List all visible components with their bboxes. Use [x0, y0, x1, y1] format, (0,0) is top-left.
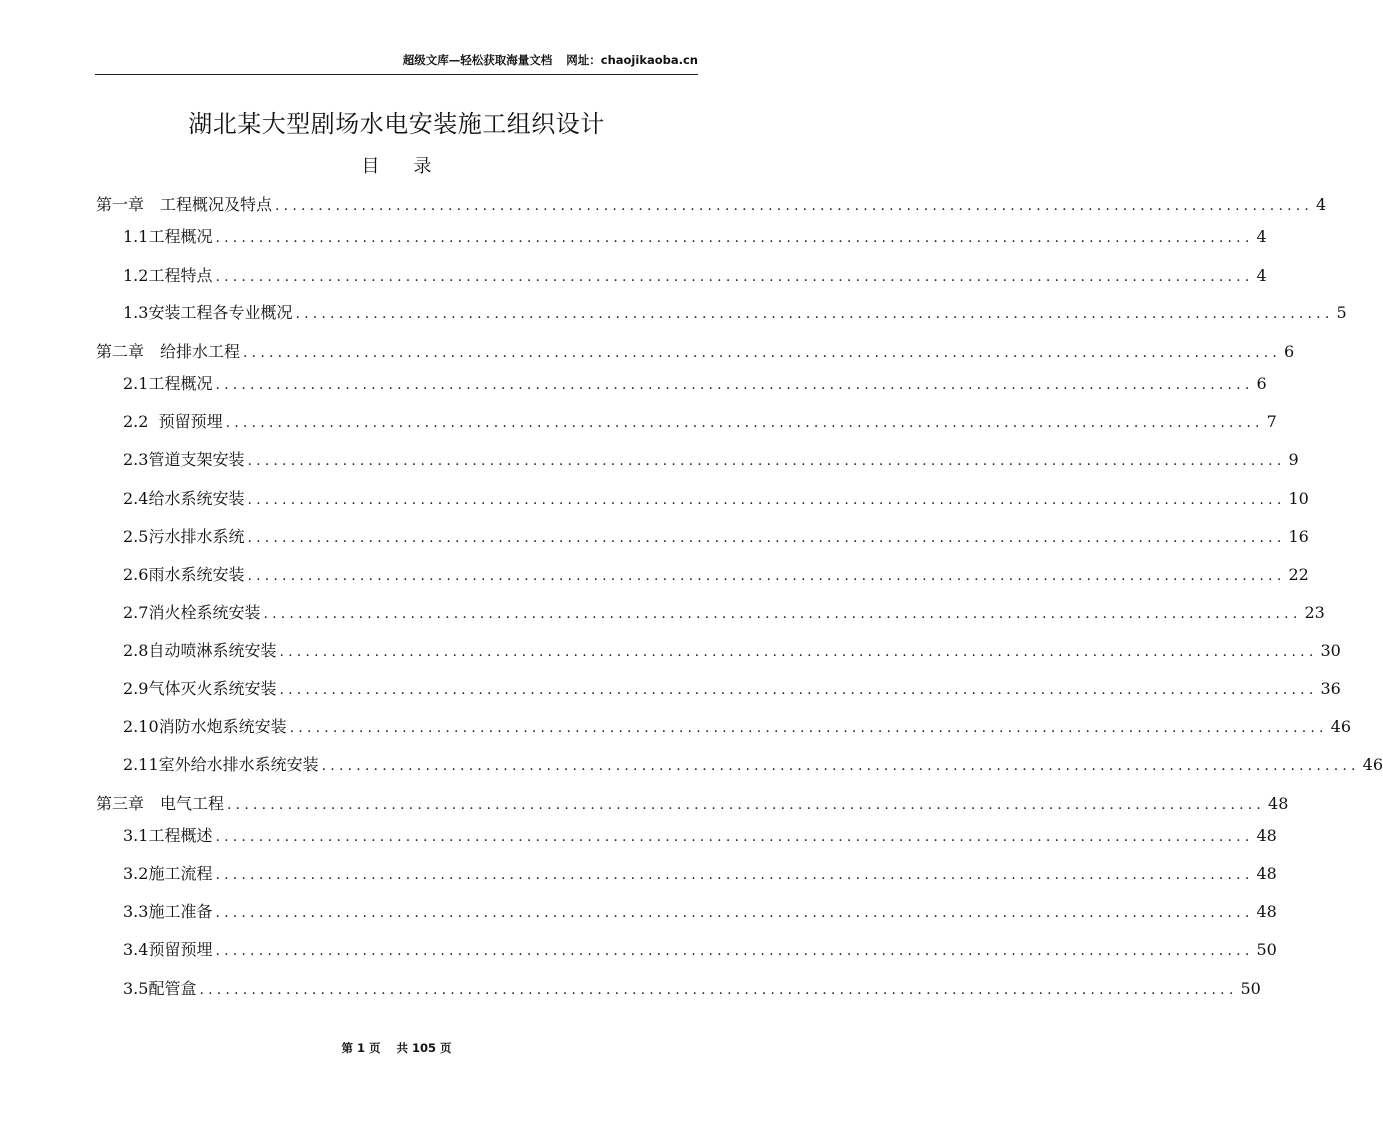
toc-dot-leader: ........................................................................................................................	[321, 758, 1360, 774]
toc-entry-page: 48	[1256, 826, 1277, 845]
toc-entry-page: 30	[1320, 641, 1341, 660]
toc-entry-page: 48	[1268, 794, 1289, 813]
toc-entry[interactable]	[96, 340, 1295, 364]
toc-entry[interactable]	[96, 792, 1289, 816]
header-site: 网址：chaojikaoba.cn	[566, 53, 698, 67]
toc-entry-label: 3.5配管盒	[123, 979, 197, 998]
toc-entry[interactable]	[123, 938, 1277, 962]
toc-entry-label: 第二章 给排水工程	[96, 342, 241, 361]
toc-dot-leader: ........................................................................................................................	[247, 492, 1286, 508]
toc-entry-page: 23	[1304, 603, 1325, 622]
document-title: 湖北某大型剧场水电安装施工组织设计	[188, 110, 605, 138]
toc-dot-leader: ........................................................................................................................	[247, 530, 1286, 546]
toc-entry-page: 50	[1256, 940, 1277, 959]
toc-entry-label: 2.11室外给水排水系统安装	[123, 755, 319, 774]
toc-entry-page: 48	[1256, 902, 1277, 921]
toc-entry-label: 2.5污水排水系统	[123, 527, 245, 546]
toc-entry[interactable]	[123, 487, 1309, 511]
toc-entry-label: 3.2施工流程	[123, 864, 213, 883]
toc-entry[interactable]	[123, 601, 1325, 625]
header-library: 超级文库—轻松获取海量文档	[402, 53, 553, 67]
page-header	[95, 52, 698, 75]
toc-entry-page: 5	[1336, 303, 1347, 322]
toc-dot-leader: ........................................................................................................................	[247, 453, 1286, 469]
toc-dot-leader: ........................................................................................................................	[225, 415, 1264, 431]
toc-dot-leader: ........................................................................................................................	[227, 797, 1266, 813]
toc-entry-page: 22	[1288, 565, 1309, 584]
toc-entry-label: 第三章 电气工程	[96, 794, 225, 813]
toc-entry[interactable]	[123, 977, 1261, 1001]
toc-entry[interactable]	[123, 410, 1277, 434]
toc-dot-leader: ........................................................................................................................	[295, 306, 1334, 322]
toc-entry[interactable]	[123, 372, 1267, 396]
toc-entry-page: 4	[1256, 266, 1267, 285]
toc-entry-page: 4	[1316, 195, 1327, 214]
toc-entry-page: 9	[1288, 450, 1299, 469]
toc-entry[interactable]	[123, 563, 1309, 587]
toc-entry[interactable]	[123, 639, 1341, 663]
toc-entry-label: 3.1工程概述	[123, 826, 213, 845]
toc-entry-label: 2.7消火栓系统安装	[123, 603, 261, 622]
toc-entry-label: 2.10消防水炮系统安装	[123, 717, 287, 736]
toc-dot-leader: ........................................................................................................................	[275, 198, 1314, 214]
page-footer: 第 1 页 共 105 页	[341, 1041, 452, 1055]
toc-dot-leader: ........................................................................................................................	[279, 644, 1318, 660]
toc-entry[interactable]	[123, 301, 1347, 325]
toc-entry-page: 46	[1362, 755, 1383, 774]
toc-entry-label: 1.3安装工程各专业概况	[123, 303, 293, 322]
toc-entry[interactable]	[96, 193, 1327, 217]
toc-entry[interactable]	[123, 225, 1267, 249]
toc-entry-label: 3.4预留预埋	[123, 940, 213, 959]
toc-entry-label: 3.3施工准备	[123, 902, 213, 921]
toc-entry[interactable]	[123, 264, 1267, 288]
toc-entry-label: 1.1工程概况	[123, 227, 213, 246]
toc-dot-leader: ........................................................................................................................	[279, 682, 1318, 698]
toc-dot-leader: ........................................................................................................................	[215, 269, 1254, 285]
toc-entry[interactable]	[123, 448, 1299, 472]
toc-entry-label: 2.3管道支架安装	[123, 450, 245, 469]
toc-entry-label: 2.2 预留预埋	[123, 412, 223, 431]
toc-entry-label: 2.6雨水系统安装	[123, 565, 245, 584]
toc-dot-leader: ........................................................................................................................	[215, 230, 1254, 246]
toc-entry-page: 6	[1284, 342, 1295, 361]
toc-entry-page: 6	[1256, 374, 1267, 393]
toc-entry-page: 46	[1330, 717, 1352, 736]
toc-dot-leader: ........................................................................................................................	[215, 943, 1254, 959]
toc-entry-label: 2.4给水系统安装	[123, 489, 245, 508]
toc-entry-label: 2.8自动喷淋系统安装	[123, 641, 277, 660]
toc-entry-page: 10	[1288, 489, 1309, 508]
toc-entry-label: 2.9气体灭火系统安装	[123, 679, 277, 698]
toc-entry-label: 2.1工程概况	[123, 374, 213, 393]
toc-entry[interactable]	[123, 753, 1383, 777]
toc-dot-leader: ........................................................................................................................	[243, 345, 1282, 361]
toc-entry[interactable]	[123, 824, 1277, 848]
toc-entry[interactable]	[123, 862, 1277, 886]
toc-entry-page: 48	[1256, 864, 1277, 883]
toc-dot-leader: ........................................................................................................................	[289, 720, 1328, 736]
toc-dot-leader: ........................................................................................................................	[263, 606, 1302, 622]
toc-entry-page: 50	[1240, 979, 1261, 998]
toc-dot-leader: ........................................................................................................................	[215, 905, 1254, 921]
toc-dot-leader: ........................................................................................................................	[247, 568, 1286, 584]
toc-entry-page: 16	[1288, 527, 1309, 546]
toc-entry[interactable]	[123, 715, 1352, 739]
toc-entry-page: 36	[1320, 679, 1341, 698]
toc-entry-label: 1.2工程特点	[123, 266, 213, 285]
toc-entry[interactable]	[123, 900, 1277, 924]
toc-entry[interactable]	[123, 525, 1309, 549]
toc-entry-page: 7	[1266, 412, 1277, 431]
toc-dot-leader: ........................................................................................................................	[215, 829, 1254, 845]
toc-dot-leader: ........................................................................................................................	[199, 982, 1238, 998]
toc-heading: 目录	[361, 156, 466, 177]
toc-entry-page: 4	[1256, 227, 1267, 246]
toc-dot-leader: ........................................................................................................................	[215, 377, 1254, 393]
toc-entry-label: 第一章 工程概况及特点	[96, 195, 273, 214]
toc-entry[interactable]	[123, 677, 1341, 701]
toc-dot-leader: ........................................................................................................................	[215, 867, 1254, 883]
